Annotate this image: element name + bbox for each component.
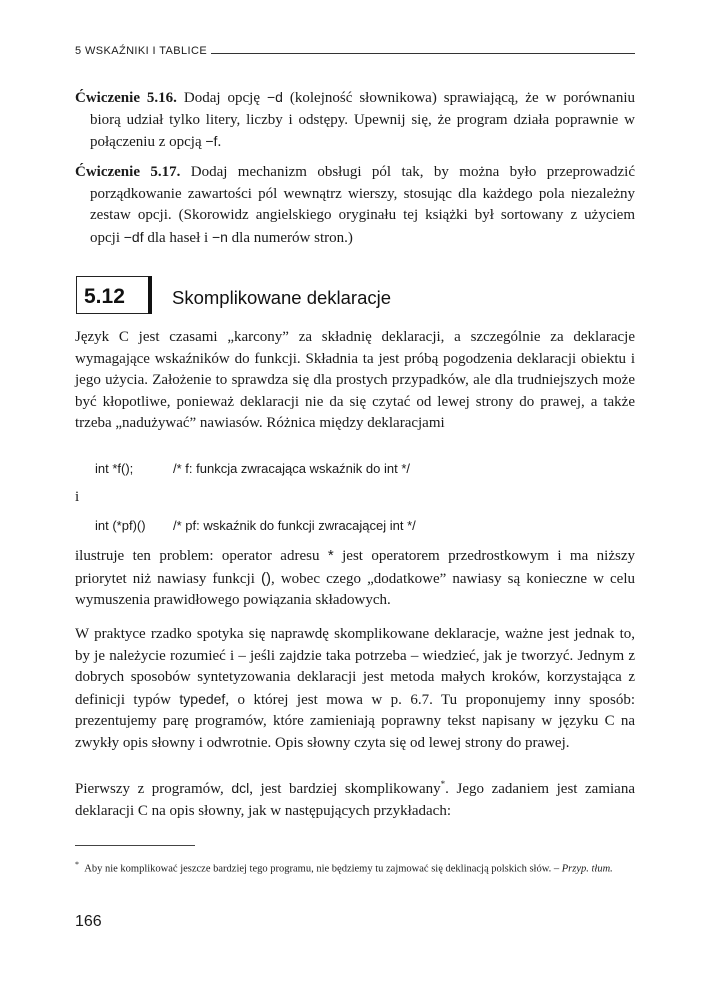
keyword-typedef: typedef [179, 690, 226, 707]
address-operator: * [327, 547, 334, 564]
section-number: 5.12 [84, 285, 125, 308]
footnote [75, 857, 635, 878]
translator-note: Przyp. tłum. [561, 863, 613, 875]
running-header [75, 45, 635, 57]
exercise-label: Ćwiczenie 5.16. [75, 90, 177, 106]
running-header-title: 5 WSKAŹNIKI I TABLICE [75, 45, 208, 57]
function-parens: () [261, 569, 271, 587]
footnote-rule [75, 845, 195, 846]
footnote-text: Aby nie komplikować jeszcze bardziej tego programu, nie będziemy tu zajmować się deklinacją polskich słów. – [84, 863, 562, 875]
exercise-text: Ćwiczenie 5.17. Dodaj mechanizm obsługi pól tak, by można było przeprowadzić porządkowanie zawartości pól wewnątrz wierszy, stosując dla każdego pola niezależny zestaw opcji. (Skorowidz angielskiego oryginału tej książki był sortowany z użyciem opcji −df dla haseł i −n dla numerów stron.) [75, 164, 635, 246]
option-flag: −n [211, 228, 228, 245]
option-flag: −df [123, 228, 144, 245]
page-number: 166 [75, 913, 102, 930]
footnote-mark: * [75, 860, 79, 869]
footnote-reference: * [440, 779, 446, 789]
exercise-5-16 [75, 87, 635, 154]
section-title: Skomplikowane deklaracje [172, 287, 392, 308]
code-comment-2: /* pf: wskaźnik do funkcji zwracającej int */ [173, 518, 416, 533]
paragraph-intro: Język C jest czasami „karcony” za składnię deklaracji, a szczególnie za deklaracje wymagające wskaźników do funkcji. Składnia ta jest próbą pogodzenia deklaracji obiektu i jego użycia. Założenie to sprawdza się dla prostych przypadków, ale dla trudniejszych może być kłopotliwe, ponieważ deklaracji nie da się czytać od lewej strony do prawej, a także trzeba „nadużywać” nawiasów. Różnica między deklaracjami [75, 329, 635, 431]
program-name-dcl: dcl [231, 780, 250, 796]
exercise-label: Ćwiczenie 5.17. [75, 164, 181, 180]
code-declaration-2: int (*pf)() [95, 518, 146, 533]
paragraph-practice: W praktyce rzadko spotyka się naprawdę skomplikowane deklaracje, ważne jest jednak to, by je należycie rozumieć i – jeśli zajdzie taka potrzeba – wiedzieć, jak je tworzyć. Jednym z dobrych sposobów syntetyzowania deklaracji jest metoda małych kroków, korzystająca z definicji typów typedef, o której jest mowa w p. 6.7. Tu proponujemy inny sposób: prezentujemy parę programów, które zamieniają poprawny tekst napisany w języku C na zwykły opis słowny i odwrotnie. Opis słowny czyta się od lewej strony do prawej. [75, 626, 635, 751]
section-box-bar [148, 276, 152, 314]
conjunction-text: i [75, 489, 80, 505]
option-flag: −f [205, 133, 218, 149]
exercise-text: Ćwiczenie 5.16. Dodaj opcję −d (kolejność słownikowa) sprawiającą, że w porównaniu biorą udział tylko litery, liczby i odstępy. Upewnij się, że program działa poprawnie w połączeniu z opcją −f. [75, 89, 636, 150]
code-declaration-1: int *f(); [95, 461, 134, 476]
option-flag: −d [266, 89, 283, 105]
paragraph-operator: ilustruje ten problem: operator adresu * jest operatorem przedrostkowym i ma niższy priorytet niż nawiasy funkcji (), wobec czego „dodatkowe” nawiasy są konieczne w celu wymuszenia prawidłowego powiązania składowych. [75, 547, 636, 608]
code-comment-1: /* f: funkcja zwracająca wskaźnik do int */ [173, 461, 410, 476]
exercise-5-17 [75, 162, 635, 249]
header-rule [211, 53, 635, 54]
paragraph-dcl: Pierwszy z programów, dcl, jest bardziej skomplikowany*. Jego zadaniem jest zamiana deklaracji C na opis słowny, jak w następujących przykładach: [75, 779, 635, 819]
